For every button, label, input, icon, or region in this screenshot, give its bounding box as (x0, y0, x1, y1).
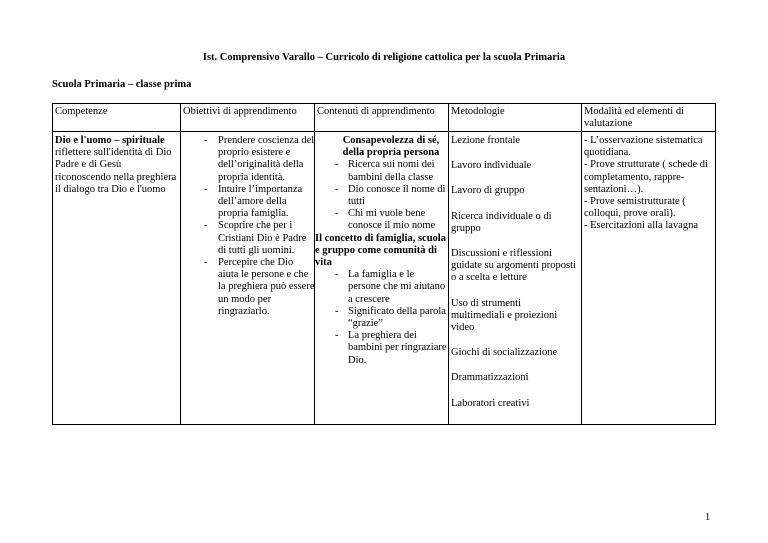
valutazione-item: - L’osservazione sistematica quotidiana. (584, 135, 703, 159)
column-divider (581, 103, 582, 425)
list-item: - Prendere coscienza del proprio esistere e dell’originalità della propria identità. (202, 135, 315, 184)
competenze-text: riflettere sull'identità di Dio Padre e di Gesù riconoscendo nella preghiera il dialogo tra Dio e l'uomo (55, 147, 177, 195)
list-item: - Chi mi vuole bene conosce il mio nome (335, 208, 447, 232)
metodologia-item: Lavoro individuale (451, 160, 532, 172)
valutazione-cell (584, 135, 712, 233)
header-metodologie: Metodologie (451, 106, 505, 117)
table-border-bottom (52, 424, 716, 425)
metodologia-item: Lavoro di gruppo (451, 185, 525, 197)
list-item: - Scoprire che per i Cristiani Dio è Padre di tutti gli uomini. (202, 220, 315, 257)
header-obiettivi: Obiettivi di apprendimento (183, 106, 297, 117)
metodologia-item: Laboratori creativi (451, 397, 530, 409)
obiettivi-list (202, 135, 315, 318)
competenze-title: Dio e l'uomo – spirituale (55, 135, 165, 146)
metodologia-item: Ricerca individuale o di gruppo (451, 210, 552, 234)
metodologia-item: Lezione frontale (451, 135, 521, 146)
header-valutazione: Modalità ed elementi di valutazione (584, 106, 685, 130)
contenuti-cell (315, 135, 447, 367)
metodologia-item: Drammatizzazioni (451, 372, 529, 384)
contenuti-group1-list (335, 159, 447, 232)
list-item: - Significato della parola “grazie” (335, 306, 447, 330)
column-divider (448, 103, 449, 425)
column-divider (180, 103, 181, 425)
list-item: - Dio conosce il nome di tutti (335, 184, 447, 208)
curriculum-table (52, 103, 716, 425)
document-title: Ist. Comprensivo Varallo – Curricolo di religione cattolica per la scuola Primaria (202, 52, 566, 63)
metodologie-cell (451, 135, 577, 423)
list-item: - Percepire che Dio aiuta le persone e che la preghiera può essere un modo per ringraziarlo. (202, 257, 315, 318)
header-contenuti: Contenuti di apprendimento (317, 106, 435, 117)
list-item: - Ricerca sui nomi dei bambini della classe (335, 159, 447, 183)
metodologia-item: Discussioni e riflessioni guidate su argomenti proposti o a scelta e letture (451, 248, 576, 284)
table-border-top (52, 103, 716, 104)
list-item: - La famiglia e le persone che mi aiutano a crescere (335, 269, 447, 306)
contenuti-group1-title: Consapevolezza di sé, della propria persona (342, 135, 440, 159)
obiettivi-cell (202, 135, 315, 318)
header-competenze: Competenze (55, 106, 108, 117)
valutazione-item: - Prove strutturate ( schede di completamento, rappre-sentazioni…). (584, 159, 708, 195)
list-item: - La preghiera dei bambini per ringraziare Dio. (335, 330, 447, 367)
section-title: Scuola Primaria – classe prima (52, 79, 192, 90)
page-number: 1 (705, 512, 711, 523)
metodologia-item: Uso di strumenti multimediali e proiezioni video (451, 297, 558, 334)
list-item: - Intuire l’importanza dell’amore della propria famiglia. (202, 184, 315, 221)
header-divider (52, 131, 716, 132)
contenuti-group2-list (335, 269, 447, 367)
metodologia-item: Giochi di socializzazione (451, 347, 558, 359)
contenuti-group2-title: Il concetto di famiglia, scuola e gruppo come comunità di vita (315, 232, 446, 269)
competenze-cell (55, 135, 179, 196)
table-border-right (715, 103, 716, 425)
valutazione-item: - Esercitazioni alla lavagna (584, 220, 698, 232)
valutazione-item: - Prove semistrutturate ( colloqui, prove orali). (584, 196, 686, 220)
table-border-left (52, 103, 53, 425)
